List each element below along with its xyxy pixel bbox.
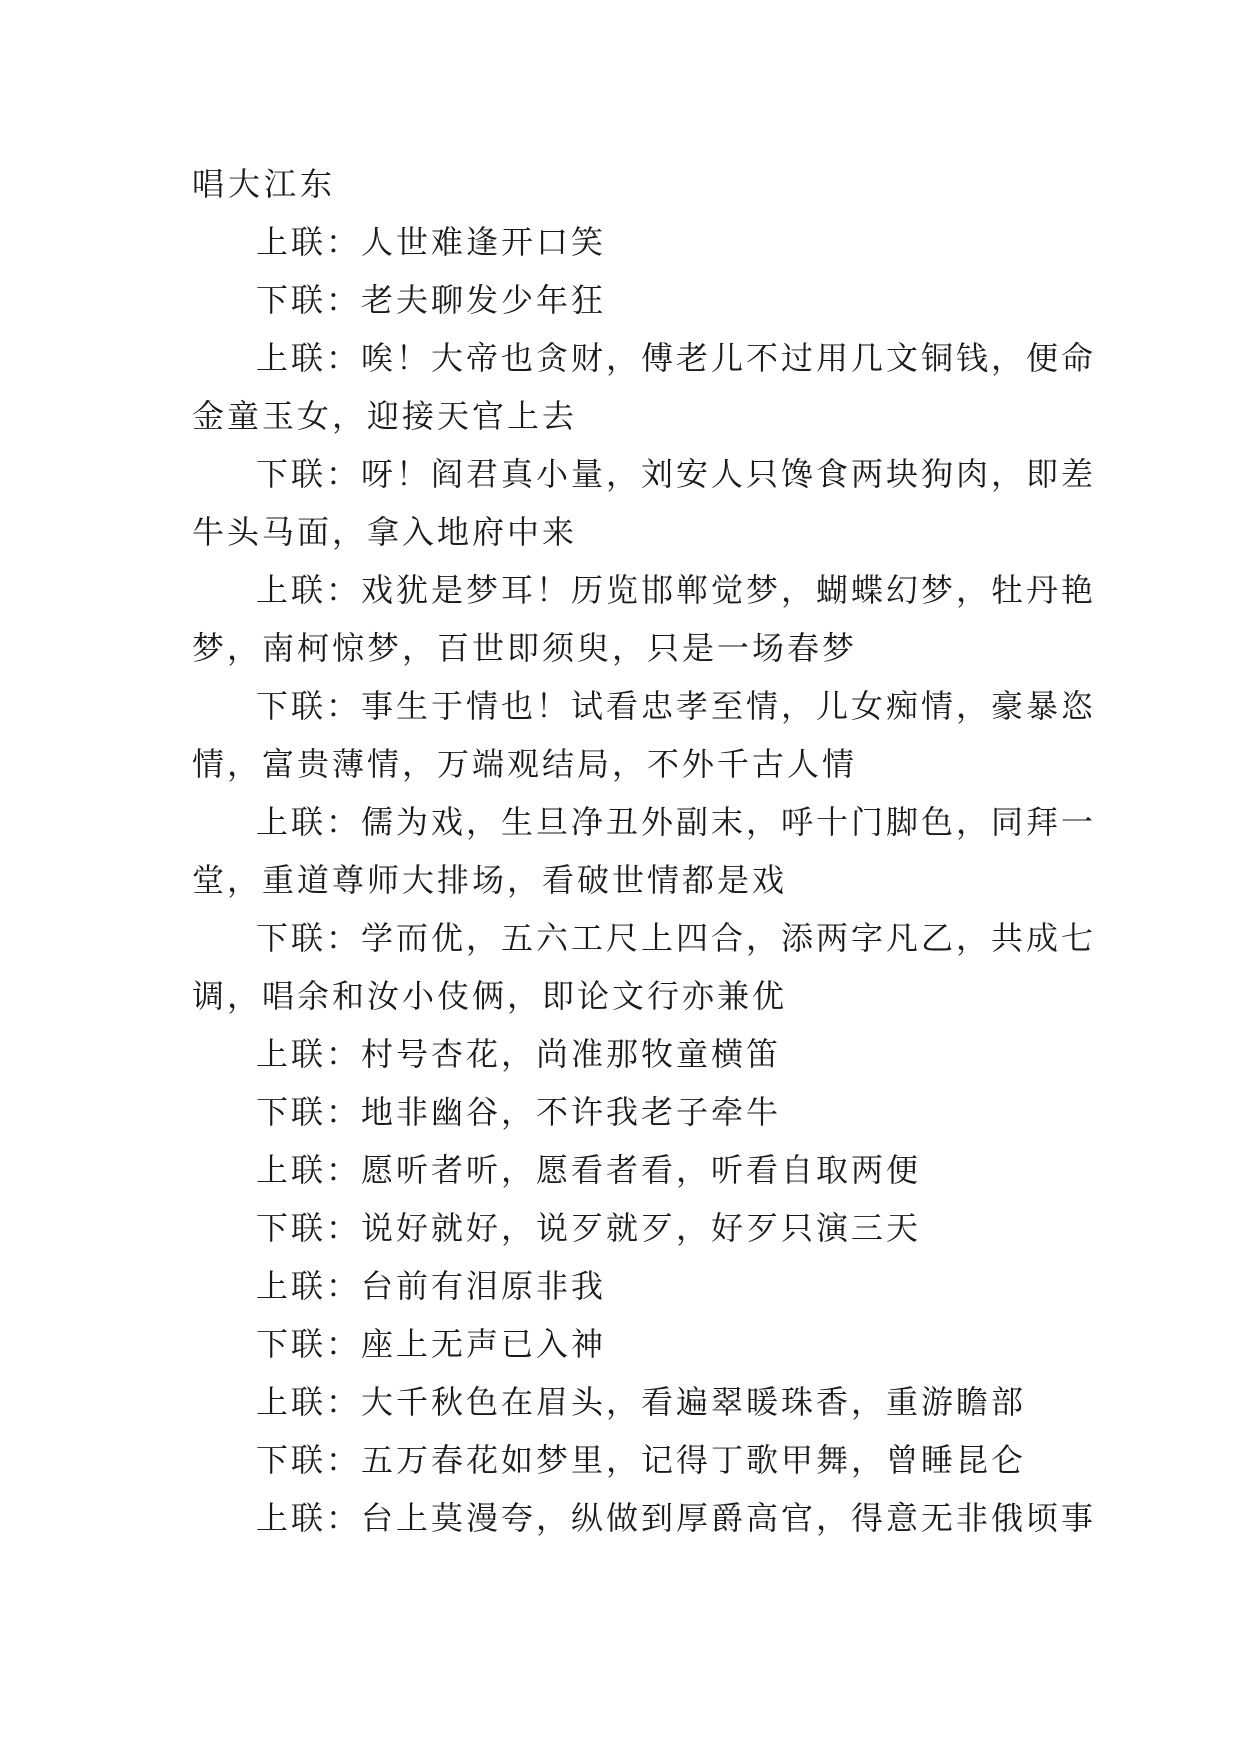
couplet-line: 下联：说好就好，说歹就歹，好歹只演三天 [256, 1209, 922, 1247]
couplet-line: 上联：人世难逢开口笑 [256, 223, 607, 261]
couplet-line-continuation: 调，唱余和汝小伎俩，即论文行亦兼优 [192, 977, 788, 1015]
couplet-line: 上联：台前有泪原非我 [256, 1267, 607, 1305]
document-title: 唱大江东 [192, 165, 337, 203]
couplet-line-continuation: 情，富贵薄情，万端观结局，不外千古人情 [192, 745, 858, 783]
couplet-line: 上联：愿听者听，愿看者看，听看自取两便 [256, 1151, 922, 1189]
couplet-line: 下联：座上无声已入神 [256, 1325, 607, 1363]
couplet-line: 上联：大千秋色在眉头，看遍翠暖珠香，重游瞻部 [256, 1383, 1027, 1421]
couplet-line: 下联：五万春花如梦里，记得丁歌甲舞，曾睡昆仑 [256, 1441, 1027, 1479]
couplet-line: 下联：事生于情也！试看忠孝至情，儿女痴情，豪暴恣 [256, 687, 1097, 725]
couplet-line: 下联：学而优，五六工尺上四合，添两字凡乙，共成七 [256, 919, 1097, 957]
couplet-line: 上联：村号杏花，尚准那牧童横笛 [256, 1035, 782, 1073]
couplet-line: 上联：台上莫漫夸，纵做到厚爵高官，得意无非俄顷事 [256, 1499, 1097, 1537]
couplet-line: 下联：呀！阎君真小量，刘安人只馋食两块狗肉，即差 [256, 455, 1097, 493]
couplet-line: 上联：唉！大帝也贪财，傅老儿不过用几文铜钱，便命 [256, 339, 1097, 377]
couplet-line-continuation: 金童玉女，迎接天官上去 [192, 397, 578, 435]
couplet-line: 下联：老夫聊发少年狂 [256, 281, 607, 319]
document-body [192, 155, 1097, 1547]
couplet-line-continuation: 堂，重道尊师大排场，看破世情都是戏 [192, 861, 788, 899]
couplet-line-continuation: 梦，南柯惊梦，百世即须臾，只是一场春梦 [192, 629, 858, 667]
couplet-line: 上联：戏犹是梦耳！历览邯郸觉梦，蝴蝶幻梦，牡丹艳 [256, 571, 1097, 609]
couplet-line: 上联：儒为戏，生旦净丑外副末，呼十门脚色，同拜一 [256, 803, 1097, 841]
couplet-line: 下联：地非幽谷，不许我老子牵牛 [256, 1093, 782, 1131]
couplet-line-continuation: 牛头马面，拿入地府中来 [192, 513, 578, 551]
